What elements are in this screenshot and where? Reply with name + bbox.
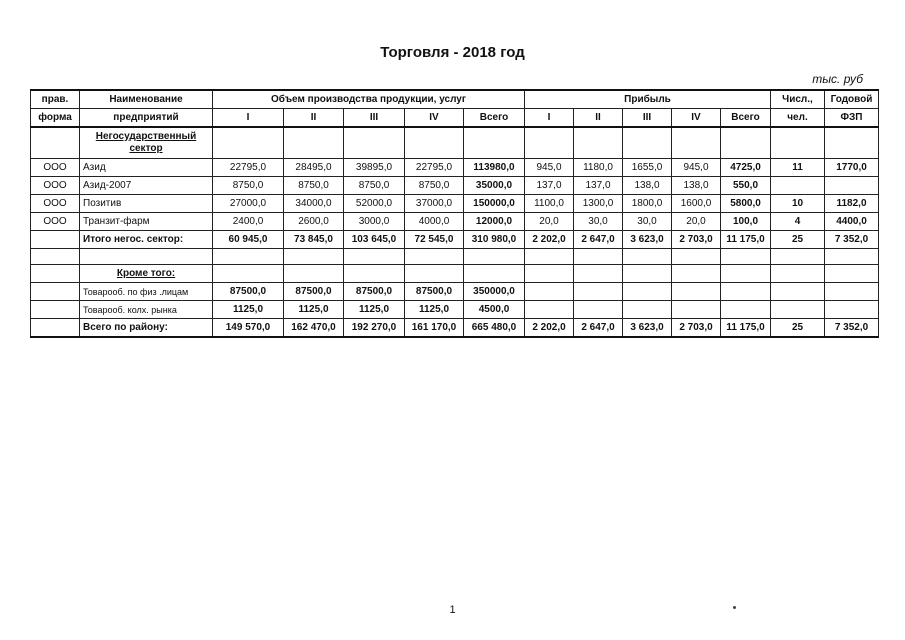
subtotal-vol-q3: 103 645,0 bbox=[344, 231, 405, 249]
row-vol-q4: 22795,0 bbox=[405, 159, 464, 177]
subtotal-profit-q3: 3 623,0 bbox=[623, 231, 672, 249]
subtotal-profit-q4: 2 703,0 bbox=[672, 231, 721, 249]
total-row bbox=[31, 319, 879, 338]
row-fzp bbox=[825, 177, 879, 195]
profit-q2-header: II bbox=[574, 109, 623, 128]
row-name: Азид-2007 bbox=[80, 177, 213, 195]
unit-label: тыс. руб bbox=[812, 72, 863, 86]
extra-vol-q1: 87500,0 bbox=[213, 283, 284, 301]
vol-q4-header: IV bbox=[405, 109, 464, 128]
total-fzp: 7 352,0 bbox=[825, 319, 879, 338]
col-volume: Объем производства продукции, услуг bbox=[213, 90, 525, 109]
row-vol-q3: 3000,0 bbox=[344, 213, 405, 231]
row-vol-q2: 28495,0 bbox=[284, 159, 344, 177]
col-form-bottom: форма bbox=[31, 109, 80, 128]
table-row bbox=[31, 283, 879, 301]
row-name: Азид bbox=[80, 159, 213, 177]
besides-label: Кроме того: bbox=[80, 265, 213, 283]
extra-row-name: Товарооб. колх. рынка bbox=[80, 301, 213, 319]
row-profit-q3: 138,0 bbox=[623, 177, 672, 195]
row-vol-q3: 39895,0 bbox=[344, 159, 405, 177]
row-profit-q1: 945,0 bbox=[525, 159, 574, 177]
extra-vol-q2: 87500,0 bbox=[284, 283, 344, 301]
total-vol-q4: 161 170,0 bbox=[405, 319, 464, 338]
table-row bbox=[31, 213, 879, 231]
profit-total-header: Всего bbox=[721, 109, 771, 128]
extra-vol-total: 4500,0 bbox=[464, 301, 525, 319]
row-form: ООО bbox=[31, 159, 80, 177]
table-row bbox=[31, 159, 879, 177]
row-profit-q2: 30,0 bbox=[574, 213, 623, 231]
row-profit-q2: 137,0 bbox=[574, 177, 623, 195]
table-row bbox=[31, 195, 879, 213]
subtotal-fzp: 7 352,0 bbox=[825, 231, 879, 249]
vol-q2-header: II bbox=[284, 109, 344, 128]
row-profit-q2: 1180,0 bbox=[574, 159, 623, 177]
row-vol-q1: 22795,0 bbox=[213, 159, 284, 177]
profit-q3-header: III bbox=[623, 109, 672, 128]
subtotal-label: Итого негос. сектор: bbox=[80, 231, 213, 249]
col-name-top: Наименование bbox=[80, 90, 213, 109]
row-vol-q2: 2600,0 bbox=[284, 213, 344, 231]
total-profit-q3: 3 623,0 bbox=[623, 319, 672, 338]
subtotal-profit-total: 11 175,0 bbox=[721, 231, 771, 249]
table-row bbox=[31, 301, 879, 319]
col-count-bottom: чел. bbox=[771, 109, 825, 128]
row-profit-q4: 20,0 bbox=[672, 213, 721, 231]
row-profit-q1: 1100,0 bbox=[525, 195, 574, 213]
extra-vol-q3: 87500,0 bbox=[344, 283, 405, 301]
section-nongov-label: Негосударственный сектор bbox=[80, 127, 213, 159]
scan-mark bbox=[733, 606, 736, 609]
vol-total-header: Всего bbox=[464, 109, 525, 128]
page-number: 1 bbox=[449, 604, 456, 616]
total-profit-q4: 2 703,0 bbox=[672, 319, 721, 338]
row-profit-total: 4725,0 bbox=[721, 159, 771, 177]
profit-q1-header: I bbox=[525, 109, 574, 128]
row-vol-q1: 2400,0 bbox=[213, 213, 284, 231]
row-vol-q4: 37000,0 bbox=[405, 195, 464, 213]
row-profit-q2: 1300,0 bbox=[574, 195, 623, 213]
extra-vol-q1: 1125,0 bbox=[213, 301, 284, 319]
total-profit-q2: 2 647,0 bbox=[574, 319, 623, 338]
row-form: ООО bbox=[31, 213, 80, 231]
row-profit-q4: 945,0 bbox=[672, 159, 721, 177]
profit-q4-header: IV bbox=[672, 109, 721, 128]
subtotal-vol-q4: 72 545,0 bbox=[405, 231, 464, 249]
col-profit: Прибыль bbox=[525, 90, 771, 109]
extra-vol-q4: 1125,0 bbox=[405, 301, 464, 319]
subtotal-row bbox=[31, 231, 879, 249]
total-label: Всего по району: bbox=[80, 319, 213, 338]
row-form: ООО bbox=[31, 177, 80, 195]
report-table bbox=[30, 89, 879, 338]
row-profit-q3: 1655,0 bbox=[623, 159, 672, 177]
row-name: Позитив bbox=[80, 195, 213, 213]
page-title: Торговля - 2018 год bbox=[380, 44, 525, 61]
row-vol-total: 150000,0 bbox=[464, 195, 525, 213]
row-vol-q1: 27000,0 bbox=[213, 195, 284, 213]
row-profit-q1: 137,0 bbox=[525, 177, 574, 195]
extra-vol-total: 350000,0 bbox=[464, 283, 525, 301]
col-name-bottom: предприятий bbox=[80, 109, 213, 128]
row-fzp: 1770,0 bbox=[825, 159, 879, 177]
row-vol-total: 12000,0 bbox=[464, 213, 525, 231]
row-profit-q3: 30,0 bbox=[623, 213, 672, 231]
subtotal-vol-q2: 73 845,0 bbox=[284, 231, 344, 249]
table-row bbox=[31, 177, 879, 195]
total-profit-q1: 2 202,0 bbox=[525, 319, 574, 338]
subtotal-vol-q1: 60 945,0 bbox=[213, 231, 284, 249]
row-name: Транзит-фарм bbox=[80, 213, 213, 231]
extra-vol-q4: 87500,0 bbox=[405, 283, 464, 301]
row-profit-q1: 20,0 bbox=[525, 213, 574, 231]
row-vol-q4: 4000,0 bbox=[405, 213, 464, 231]
row-count: 10 bbox=[771, 195, 825, 213]
vol-q3-header: III bbox=[344, 109, 405, 128]
row-vol-q1: 8750,0 bbox=[213, 177, 284, 195]
row-vol-total: 35000,0 bbox=[464, 177, 525, 195]
row-profit-q4: 138,0 bbox=[672, 177, 721, 195]
col-fzp-top: Годовой bbox=[825, 90, 879, 109]
total-vol-q2: 162 470,0 bbox=[284, 319, 344, 338]
total-vol-total: 665 480,0 bbox=[464, 319, 525, 338]
row-vol-q3: 52000,0 bbox=[344, 195, 405, 213]
row-vol-q4: 8750,0 bbox=[405, 177, 464, 195]
row-vol-q2: 8750,0 bbox=[284, 177, 344, 195]
row-count: 11 bbox=[771, 159, 825, 177]
extra-row-name: Товарооб. по физ .лицам bbox=[80, 283, 213, 301]
row-profit-total: 5800,0 bbox=[721, 195, 771, 213]
subtotal-vol-total: 310 980,0 bbox=[464, 231, 525, 249]
subtotal-profit-q2: 2 647,0 bbox=[574, 231, 623, 249]
extra-vol-q2: 1125,0 bbox=[284, 301, 344, 319]
row-fzp: 1182,0 bbox=[825, 195, 879, 213]
vol-q1-header: I bbox=[213, 109, 284, 128]
total-count: 25 bbox=[771, 319, 825, 338]
extra-vol-q3: 1125,0 bbox=[344, 301, 405, 319]
row-vol-q3: 8750,0 bbox=[344, 177, 405, 195]
row-vol-q2: 34000,0 bbox=[284, 195, 344, 213]
row-profit-total: 100,0 bbox=[721, 213, 771, 231]
subtotal-profit-q1: 2 202,0 bbox=[525, 231, 574, 249]
row-fzp: 4400,0 bbox=[825, 213, 879, 231]
row-count: 4 bbox=[771, 213, 825, 231]
col-fzp-bottom: ФЗП bbox=[825, 109, 879, 128]
total-vol-q1: 149 570,0 bbox=[213, 319, 284, 338]
total-profit-total: 11 175,0 bbox=[721, 319, 771, 338]
col-form-top: прав. bbox=[31, 90, 80, 109]
row-count bbox=[771, 177, 825, 195]
row-profit-q4: 1600,0 bbox=[672, 195, 721, 213]
row-profit-q3: 1800,0 bbox=[623, 195, 672, 213]
col-count-top: Числ., bbox=[771, 90, 825, 109]
total-vol-q3: 192 270,0 bbox=[344, 319, 405, 338]
row-profit-total: 550,0 bbox=[721, 177, 771, 195]
subtotal-count: 25 bbox=[771, 231, 825, 249]
row-form: ООО bbox=[31, 195, 80, 213]
row-vol-total: 113980,0 bbox=[464, 159, 525, 177]
